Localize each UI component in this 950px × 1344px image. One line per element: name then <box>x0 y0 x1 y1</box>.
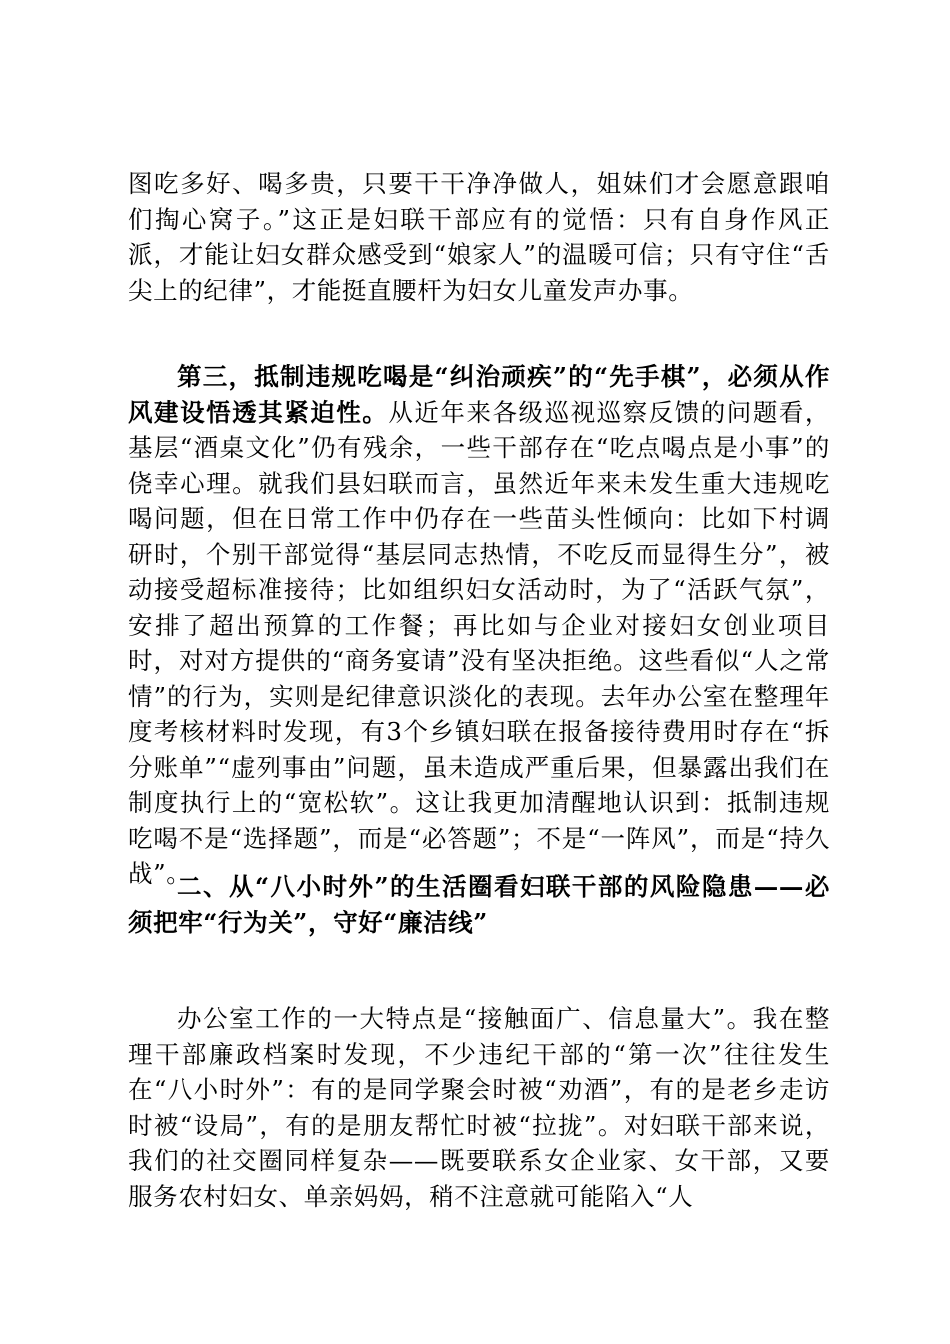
paragraph-body-text: 从近年来各级巡视巡察反馈的问题看，基层“酒桌文化”仍有残余，一些干部存在“吃点喝点是小事”的侥幸心理。就我们县妇联而言，虽然近年来未发生重大违规吃喝问题，但在日常工作中仍存在一些苗头性倾向：比如下村调研时，个别干部觉得“基层同志热情，不吃反而显得生分”，被动接受超标准接待；比如组织妇女活动时，为了“活跃气氛”，安排了超出预算的工作餐；再比如与企业对接妇女创业项目时，对对方提供的“商务宴请”没有坚决拒绝。这些看似“人之常情”的行为，实则是纪律意识淡化的表现。去年办公室在整理年度考核材料时发现，有3个乡镇妇联在报备接待费用时存在“拆分账单”“虚列事由”问题，虽未造成严重后果，但暴露出我们在制度执行上的“宽松软”。这让我更加清醒地认识到：抵制违规吃喝不是“选择题”，而是“必答题”；不是“一阵风”，而是“持久战”。 <box>128 397 831 888</box>
paragraph-lead-sentence: 第三，抵制违规吃喝是“纠治顽疾”的“先手棋”，必须从作风建设悟透其紧迫性。 <box>128 362 830 427</box>
paragraph-continuation: 图吃多好、喝多贵，只要干干净净做人，姐妹们才会愿意跟咱们掏心窝子。”这正是妇联干部应有的觉悟：只有自身作风正派，才能让妇女群众感受到“娘家人”的温暖可信；只有守住“舌尖上的纪律”，才能挺直腰杆为妇女儿童发声办事。 <box>128 169 830 305</box>
paragraph-office-work: 办公室工作的一大特点是“接触面广、信息量大”。我在整理干部廉政档案时发现，不少违纪干部的“第一次”往往发生在“八小时外”：有的是同学聚会时被“劝酒”，有的是老乡走访时被“设局”，有的是朋友帮忙时被“拉拢”。对妇联干部来说，我们的社交圈同样复杂——既要联系女企业家、女干部，又要服务农村妇女、单亲妈妈，稍不注意就可能陷入“人 <box>128 1004 830 1211</box>
section-heading: 二、从“八小时外”的生活圈看妇联干部的风险隐患——必须把牢“行为关”，守好“廉洁线” <box>128 872 830 937</box>
paragraph-third-point <box>128 359 830 892</box>
